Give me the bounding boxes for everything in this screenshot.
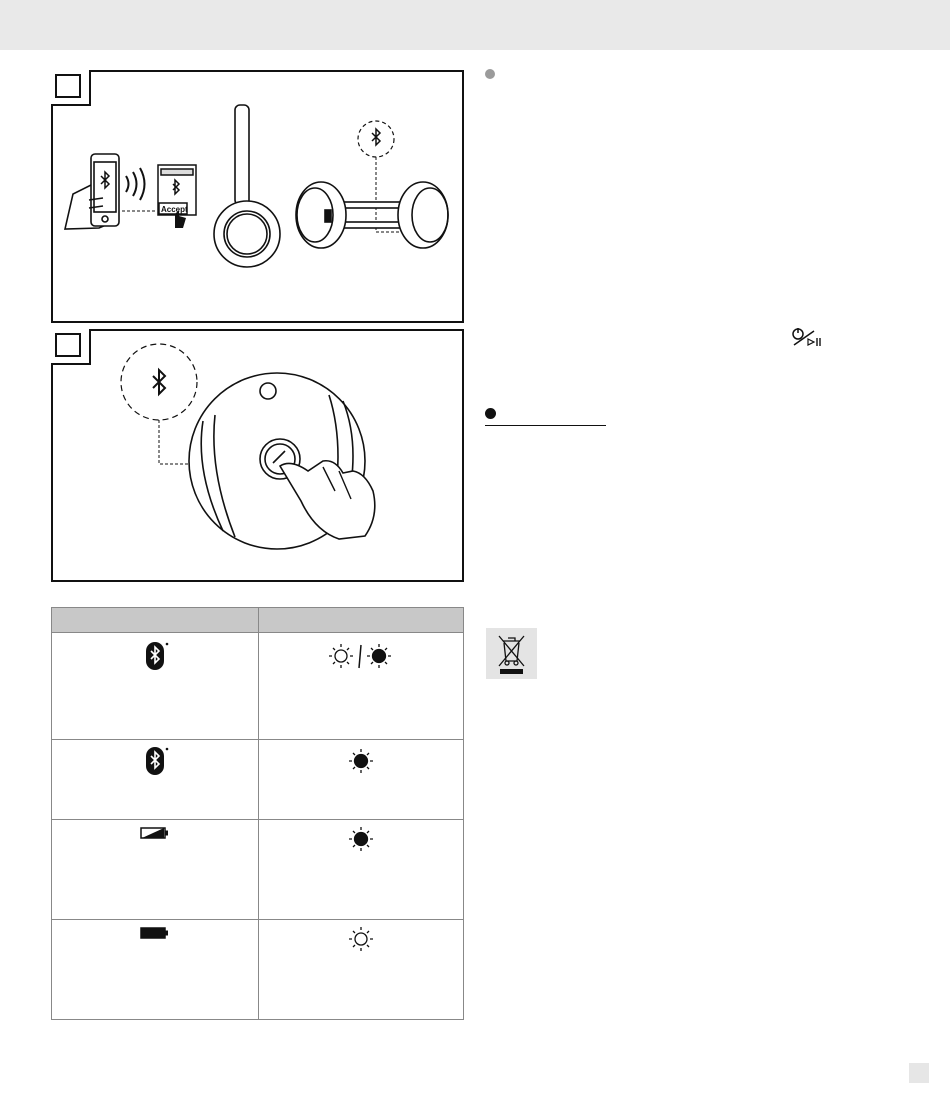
table-row xyxy=(52,740,464,820)
led-alternating-icon xyxy=(327,641,395,671)
section-bullet-black xyxy=(485,408,496,419)
headphones-icon xyxy=(214,105,280,267)
battery-full-icon xyxy=(140,926,170,940)
led-off-icon xyxy=(346,924,376,954)
figure-power-button xyxy=(51,329,464,582)
status-cell xyxy=(52,633,259,740)
section-bullet-gray xyxy=(485,69,495,79)
bluetooth-icon xyxy=(372,129,380,145)
led-cell xyxy=(259,920,464,1020)
table-header-status xyxy=(52,608,259,633)
power-button-illustration xyxy=(53,331,462,580)
table-header-led xyxy=(259,608,464,633)
figure-pairing xyxy=(51,70,464,323)
table-row xyxy=(52,820,464,920)
table-row xyxy=(52,920,464,1020)
crossed-out-bin-icon xyxy=(486,628,537,679)
status-cell xyxy=(52,920,259,1020)
pairing-illustration xyxy=(53,72,462,321)
header-band xyxy=(0,0,950,50)
led-on-icon xyxy=(346,824,376,854)
led-on-icon xyxy=(346,746,376,776)
sound-waves-icon xyxy=(126,168,145,200)
status-cell xyxy=(52,740,259,820)
battery-low-icon xyxy=(140,826,170,840)
led-status-table xyxy=(51,607,464,1020)
power-play-pause-icon xyxy=(790,327,824,347)
bluetooth-connected-icon xyxy=(140,746,170,776)
led-cell xyxy=(259,633,464,740)
table-row xyxy=(52,633,464,740)
bluetooth-icon xyxy=(153,370,165,394)
led-cell xyxy=(259,820,464,920)
disposal-symbol xyxy=(486,628,537,679)
bluetooth-pairing-icon xyxy=(140,641,170,671)
hand-icon xyxy=(65,154,119,229)
page-number-box xyxy=(909,1063,929,1083)
table-header-row xyxy=(52,608,464,633)
accept-button-label: Accept xyxy=(161,205,188,214)
earcup-icon xyxy=(296,182,448,248)
led-cell xyxy=(259,740,464,820)
status-cell xyxy=(52,820,259,920)
section-underline xyxy=(485,425,606,426)
